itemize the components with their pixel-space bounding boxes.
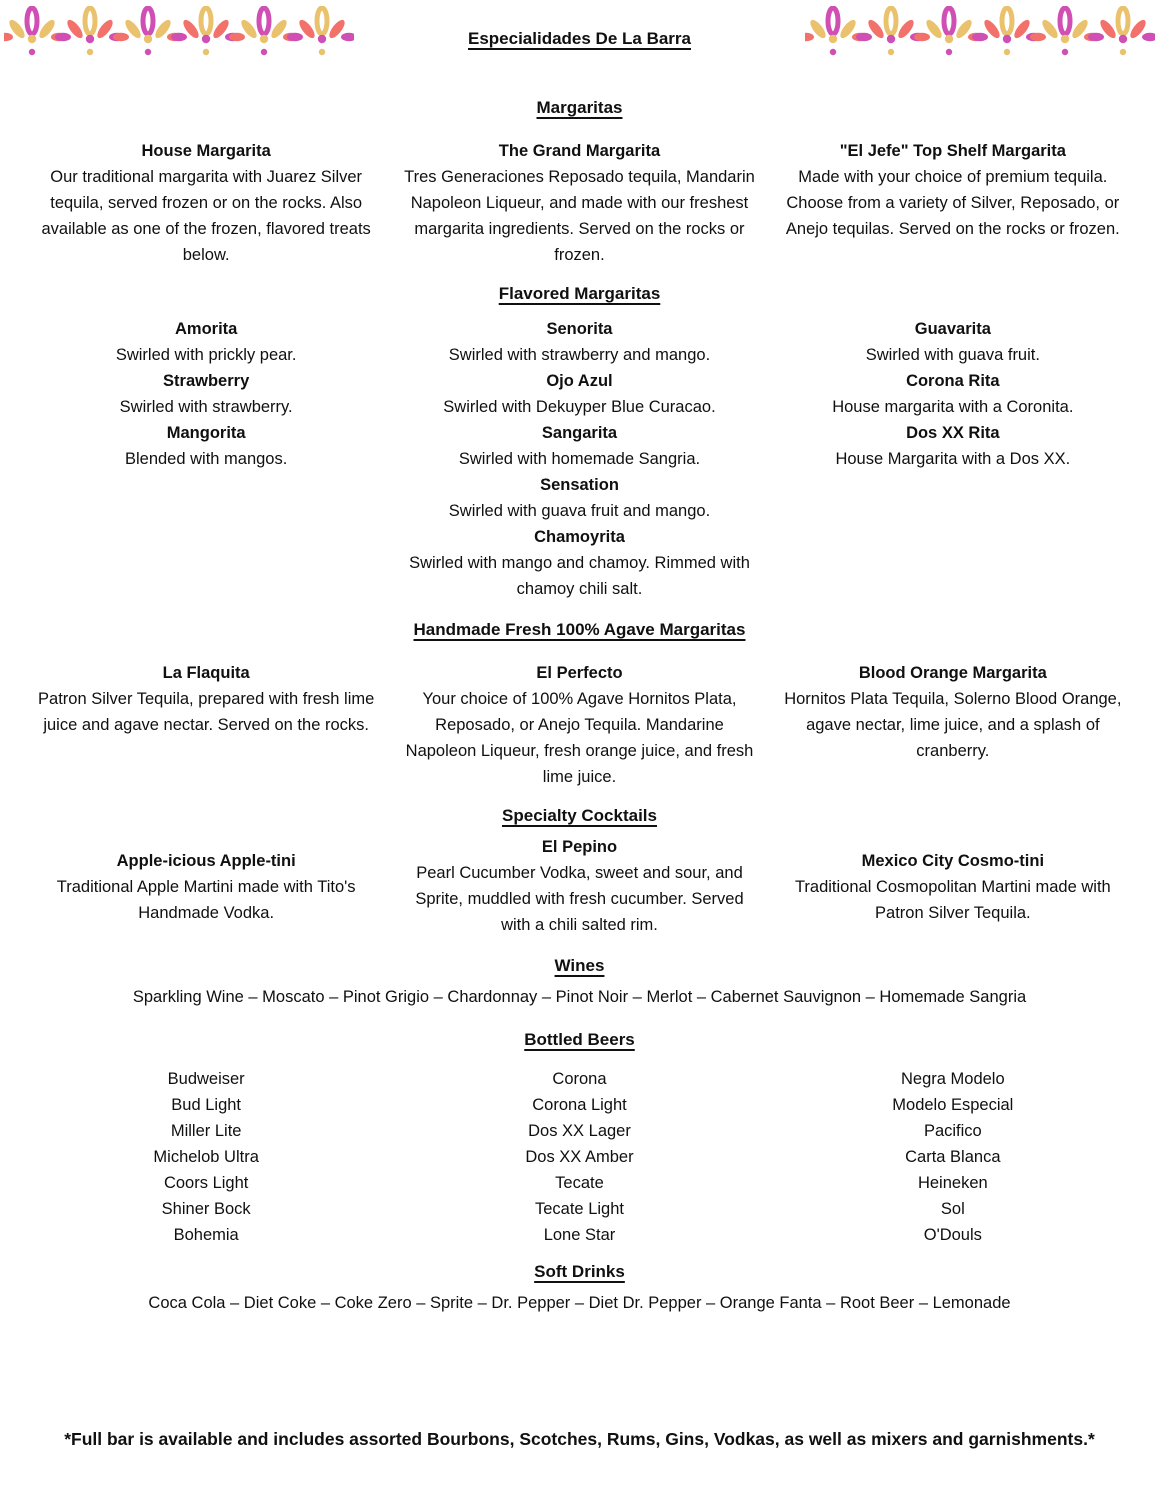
beer-item: Pacifico xyxy=(923,1122,982,1140)
item-name: Corona Rita xyxy=(906,372,1000,390)
item-desc: House margarita with a Coronita. xyxy=(832,398,1074,416)
beer-column-1 xyxy=(20,1066,393,1248)
menu-item-mexico-city-cosmo-tini xyxy=(766,834,1139,938)
item-desc: Swirled with strawberry and mango. xyxy=(448,346,711,364)
full-bar-note: *Full bar is available and includes assorted Bourbons, Scotches, Rums, Gins, Vodkas, as well as mixers and garnishments.* xyxy=(64,1429,1095,1449)
menu-item-blood-orange-margarita xyxy=(766,660,1139,790)
item-desc: Blended with mangos. xyxy=(124,450,288,468)
section-heading-agave-margaritas: Handmade Fresh 100% Agave Margaritas xyxy=(413,620,746,639)
item-desc: Made with your choice of premium tequila. Choose from a variety of Silver, Reposado, or Anejo tequilas. Served on the rocks or frozen. xyxy=(785,168,1120,238)
item-name: Dos XX Rita xyxy=(906,424,1000,442)
item-name: Ojo Azul xyxy=(546,372,613,390)
item-name: The Grand Margarita xyxy=(498,142,661,160)
beer-column-2 xyxy=(393,1066,766,1248)
menu-item-grand-margarita xyxy=(393,138,766,268)
item-desc: Tres Generaciones Reposado tequila, Mandarin Napoleon Liqueur, and made with our freshest margarita ingredients. Served on the rocks or frozen. xyxy=(404,168,755,264)
menu-item-house-margarita xyxy=(20,138,393,268)
item-desc: Our traditional margarita with Juarez Silver tequila, served frozen or on the rocks. Also available as one of the frozen, flavored treats below. xyxy=(41,168,371,264)
specialty-cocktails-row xyxy=(20,834,1140,938)
item-desc: Swirled with guava fruit. xyxy=(865,346,1040,364)
section-heading-soft-drinks: Soft Drinks xyxy=(534,1262,625,1281)
beer-item: Dos XX Lager xyxy=(528,1122,631,1140)
section-heading-bottled-beers: Bottled Beers xyxy=(524,1030,635,1049)
beer-item: Corona xyxy=(552,1070,607,1088)
item-name: Apple-icious Apple-tini xyxy=(116,852,296,870)
item-desc: Patron Silver Tequila, prepared with fresh lime juice and agave nectar. Served on the rocks. xyxy=(38,690,375,734)
item-desc: Swirled with homemade Sangria. xyxy=(458,450,701,468)
beer-item: Bud Light xyxy=(171,1096,242,1114)
beer-item: Miller Lite xyxy=(170,1122,242,1140)
flavored-column-1 xyxy=(20,316,393,602)
flower-border-icon-right xyxy=(805,6,1155,60)
menu-header xyxy=(0,0,1159,62)
item-name: Blood Orange Margarita xyxy=(858,664,1047,682)
agave-margaritas-row xyxy=(20,660,1140,790)
menu-item-la-flaquita xyxy=(20,660,393,790)
item-desc: House Margarita with a Dos XX. xyxy=(835,450,1071,468)
item-desc: Swirled with mango and chamoy. Rimmed with chamoy chili salt. xyxy=(409,554,750,598)
beer-item: Corona Light xyxy=(532,1096,627,1114)
section-heading-specialty-cocktails: Specialty Cocktails xyxy=(502,806,657,825)
beer-column-3 xyxy=(766,1066,1139,1248)
item-name: Guavarita xyxy=(914,320,991,338)
item-name: Senorita xyxy=(546,320,613,338)
menu-item-el-pepino xyxy=(393,834,766,938)
item-name: Mangorita xyxy=(166,424,246,442)
item-desc: Hornitos Plata Tequila, Solerno Blood Orange, agave nectar, lime juice, and a splash of cranberry. xyxy=(784,690,1122,760)
beer-item: Shiner Bock xyxy=(161,1200,251,1218)
bottled-beers-row xyxy=(20,1066,1140,1248)
flavored-column-2 xyxy=(393,316,766,602)
menu-item-apple-tini xyxy=(20,834,393,938)
menu-item-el-perfecto xyxy=(393,660,766,790)
beer-item: Coors Light xyxy=(163,1174,249,1192)
beer-item: O'Douls xyxy=(923,1226,982,1244)
menu-item-el-jefe-margarita xyxy=(766,138,1139,268)
beer-item: Tecate xyxy=(555,1174,604,1192)
item-desc: Traditional Cosmopolitan Martini made with Patron Silver Tequila. xyxy=(794,878,1111,922)
item-desc: Swirled with guava fruit and mango. xyxy=(448,502,711,520)
flavored-column-3 xyxy=(766,316,1139,602)
beer-item: Modelo Especial xyxy=(892,1096,1014,1114)
beer-item: Budweiser xyxy=(167,1070,245,1088)
beer-item: Carta Blanca xyxy=(905,1148,1001,1166)
item-name: "El Jefe" Top Shelf Margarita xyxy=(839,142,1066,160)
item-name: Sangarita xyxy=(541,424,618,442)
item-name: Chamoyrita xyxy=(534,528,625,546)
section-heading-flavored-margaritas: Flavored Margaritas xyxy=(498,284,661,303)
item-name: Amorita xyxy=(174,320,238,338)
beer-item: Lone Star xyxy=(543,1226,616,1244)
item-name: La Flaquita xyxy=(162,664,250,682)
beer-item: Tecate Light xyxy=(535,1200,624,1218)
flavored-margaritas-row xyxy=(20,316,1140,602)
item-name: Strawberry xyxy=(163,372,250,390)
item-desc: Swirled with prickly pear. xyxy=(115,346,297,364)
item-name: Sensation xyxy=(540,476,619,494)
item-desc: Traditional Apple Martini made with Tito's Handmade Vodka. xyxy=(56,878,356,922)
margaritas-row xyxy=(20,138,1140,268)
beer-item: Dos XX Amber xyxy=(525,1148,634,1166)
soft-drinks-list: Coca Cola – Diet Coke – Coke Zero – Sprite – Dr. Pepper – Diet Dr. Pepper – Orange Fanta – Root Beer – Lemonade xyxy=(148,1294,1011,1312)
item-name: House Margarita xyxy=(141,142,271,160)
item-desc: Your choice of 100% Agave Hornitos Plata, Reposado, or Anejo Tequila. Mandarine Napoleon Liqueur, fresh orange juice, and fresh lime juice. xyxy=(405,690,754,786)
section-heading-wines: Wines xyxy=(554,956,605,975)
beer-item: Negra Modelo xyxy=(901,1070,1005,1088)
item-desc: Swirled with Dekuyper Blue Curacao. xyxy=(443,398,716,416)
flower-border-icon-left xyxy=(4,6,354,60)
item-desc: Swirled with strawberry. xyxy=(119,398,293,416)
beer-item: Bohemia xyxy=(173,1226,239,1244)
wines-list: Sparkling Wine – Moscato – Pinot Grigio – Chardonnay – Pinot Noir – Merlot – Cabernet Sauvignon – Homemade Sangria xyxy=(132,988,1027,1006)
item-desc: Pearl Cucumber Vodka, sweet and sour, and Sprite, muddled with fresh cucumber. Served with a chili salted rim. xyxy=(415,864,744,934)
beer-item: Heineken xyxy=(917,1174,988,1192)
item-name: El Perfecto xyxy=(536,664,623,682)
beer-item: Sol xyxy=(940,1200,965,1218)
item-name: El Pepino xyxy=(541,838,618,856)
section-heading-margaritas: Margaritas xyxy=(536,98,623,117)
item-name: Mexico City Cosmo-tini xyxy=(861,852,1045,870)
page-title: Especialidades De La Barra xyxy=(467,29,691,48)
beer-item: Michelob Ultra xyxy=(153,1148,259,1166)
